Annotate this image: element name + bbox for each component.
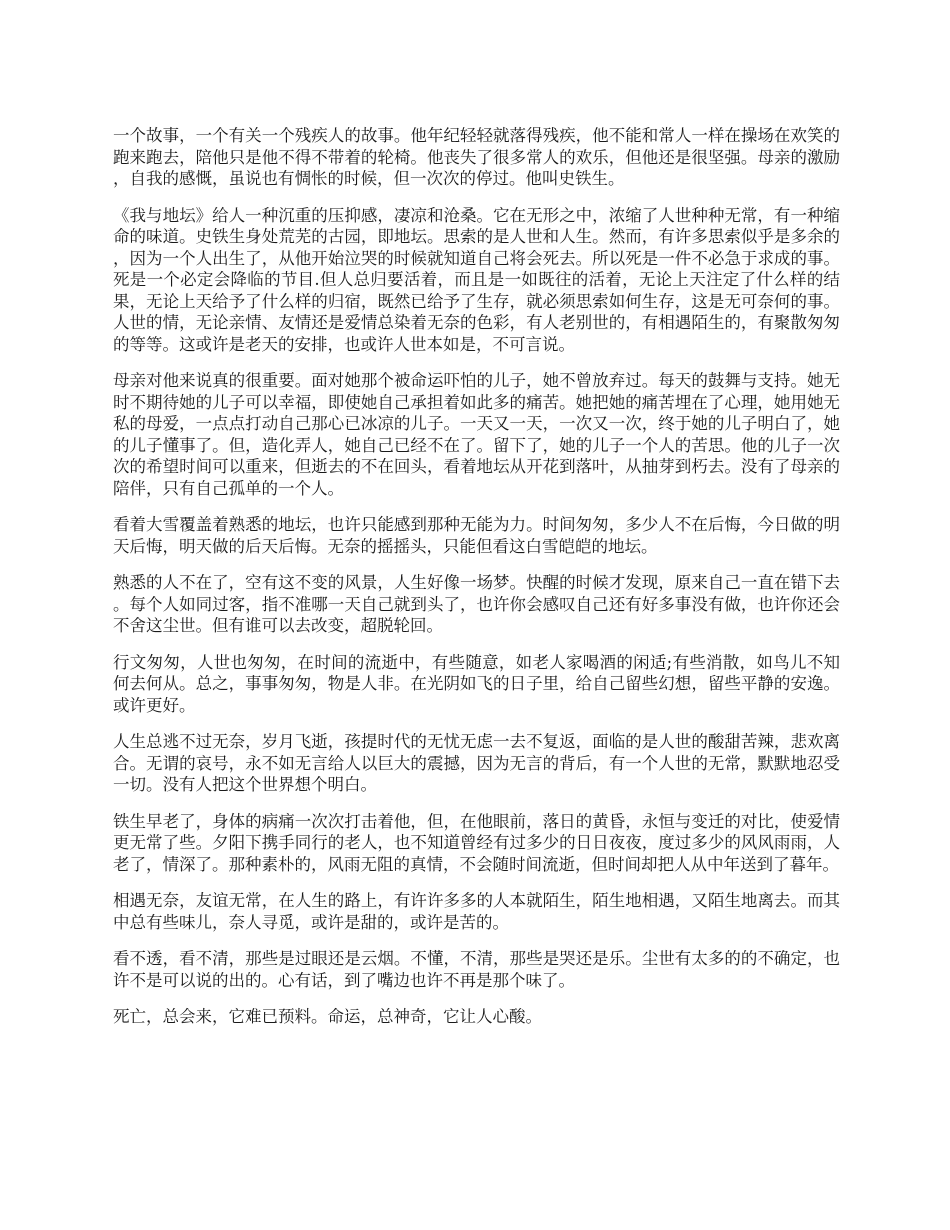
paragraph-1: 一个故事，一个有关一个残疾人的故事。他年纪轻轻就落得残疾，他不能和常人一样在操场在欢笑的跑来跑去，陪他只是他不得不带着的轮椅。他丧失了很多常人的欢乐，但他还是很坚强。母亲的激励，自我的感慨，虽说也有惆怅的时候，但一次次的停过。他叫史铁生。 xyxy=(113,126,840,188)
paragraph-7: 人生总逃不过无奈，岁月飞逝，孩提时代的无忧无虑一去不复返，面临的是人世的酸甜苦辣，悲欢离合。无谓的哀号，永不如无言给人以巨大的震撼，因为无言的背后，有一个人世的无常，默默地忍受一切。没有人把这个世界想个明白。 xyxy=(113,732,840,794)
document-body xyxy=(113,125,840,1043)
paragraph-10: 看不透，看不清，那些是过眼还是云烟。不懂，不清，那些是哭还是乐。尘世有太多的的不确定，也许不是可以说的出的。心有话，到了嘴边也许不再是那个味了。 xyxy=(113,949,840,990)
paragraph-5: 熟悉的人不在了，空有这不变的风景，人生好像一场梦。快醒的时候才发现，原来自己一直在错下去。每个人如同过客，指不准哪一天自己就到头了，也许你会感叹自己还有好多事没有做，也许你还会不舍这尘世。但有谁可以去改变，超脱轮回。 xyxy=(113,573,840,635)
paragraph-3: 母亲对他来说真的很重要。面对她那个被命运吓怕的儿子，她不曾放弃过。每天的鼓舞与支持。她无时不期待她的儿子可以幸福，即使她自己承担着如此多的痛苦。她把她的痛苦埋在了心理，她用她无私的母爱，一点点打动自己那心已冰凉的儿子。一天又一天，一次又一次，终于她的儿子明白了，她的儿子懂事了。但，造化弄人，她自己已经不在了。留下了，她的儿子一个人的苦思。他的儿子一次次的希望时间可以重来，但逝去的不在回头，看着地坛从开花到落叶，从抽芽到朽去。没有了母亲的陪伴，只有自己孤单的一个人。 xyxy=(113,371,840,498)
paragraph-2: 《我与地坛》给人一种沉重的压抑感，凄凉和沧桑。它在无形之中，浓缩了人世种种无常，有一种缩命的味道。史铁生身处荒芜的古园，即地坛。思索的是人世和人生。然而，有许多思索似乎是多余的，因为一个人出生了，从他开始泣哭的时候就知道自己将会死去。所以死是一件不必急于求成的事。死是一个必定会降临的节目.但人总归要活着，而且是一如既往的活着，无论上天注定了什么样的结果，无论上天给予了什么样的归宿，既然已给予了生存，就必须思索如何生存，这是无可奈何的事。人世的情，无论亲情、友情还是爱情总染着无奈的色彩，有人老别世的，有相遇陌生的，有聚散匆匆的等等。这或许是老天的安排，也或许人世本如是，不可言说。 xyxy=(113,205,840,354)
paragraph-11: 死亡，总会来，它难已预料。命运，总神奇，它让人心酸。 xyxy=(113,1007,542,1026)
paragraph-6: 行文匆匆，人世也匆匆，在时间的流逝中，有些随意，如老人家喝酒的闲适;有些消散，如鸟儿不知何去何从。总之，事事匆匆，物是人非。在光阴如飞的日子里，给自己留些幻想，留些平静的安逸。或许更好。 xyxy=(113,652,840,715)
paragraph-9: 相遇无奈，友谊无常，在人生的路上，有许许多多的人本就陌生，陌生地相遇，又陌生地离去。而其中总有些味儿，奈人寻觅，或许是甜的，或许是苦的。 xyxy=(113,891,840,932)
paragraph-8: 铁生早老了，身体的病痛一次次打击着他，但，在他眼前，落日的黄昏，永恒与变迁的对比，使爱情更无常了些。夕阳下携手同行的老人，也不知道曾经有过多少的日日夜夜，度过多少的风风雨雨，人老了，情深了。那种素朴的，风雨无阻的真情，不会随时间流逝，但时间却把人从中年送到了暮年。 xyxy=(113,811,840,874)
paragraph-4: 看着大雪覆盖着熟悉的地坛，也许只能感到那种无能为力。时间匆匆，多少人不在后悔，今日做的明天后悔，明天做的后天后悔。无奈的摇摇头，只能但看这白雪皑皑的地坛。 xyxy=(113,515,840,556)
